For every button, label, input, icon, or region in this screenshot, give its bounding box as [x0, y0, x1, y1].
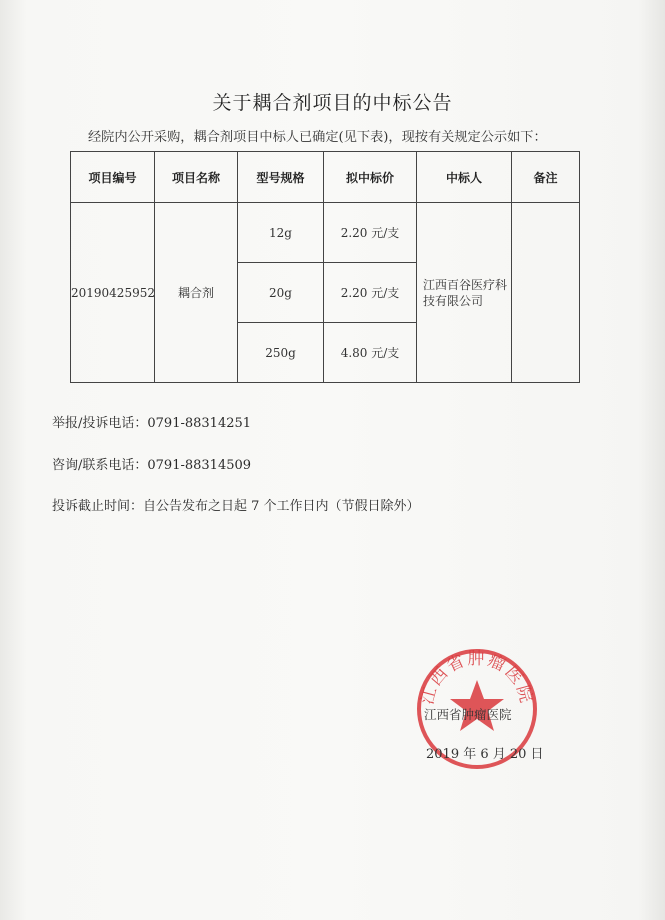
bid-result-table	[70, 151, 580, 383]
cell-spec: 20g	[238, 263, 324, 323]
header-remark: 备注	[512, 152, 580, 203]
contact-phone: 咨询/联系电话：0791-88314509	[52, 458, 252, 473]
table-header-row	[71, 152, 580, 203]
signature-hospital: 江西省肿瘤医院	[424, 707, 512, 722]
header-spec: 型号规格	[238, 152, 324, 203]
cell-remark	[512, 203, 580, 383]
cell-price: 4.80 元/支	[324, 323, 417, 383]
cell-price: 2.20 元/支	[324, 203, 417, 263]
header-project-no: 项目编号	[71, 152, 155, 203]
intro-paragraph: 经院内公开采购，耦合剂项目中标人已确定(见下表)，现按有关规定公示如下：	[88, 130, 547, 145]
page-title: 关于耦合剂项目的中标公告	[212, 92, 453, 114]
header-price: 拟中标价	[324, 152, 417, 203]
cell-winner: 江西百谷医疗科技有限公司	[417, 203, 512, 383]
cell-spec: 250g	[238, 323, 324, 383]
cell-project-name: 耦合剂	[155, 203, 238, 383]
svg-text:江西省肿瘤医院: 江西省肿瘤医院	[417, 649, 537, 707]
complaint-deadline: 投诉截止时间：自公告发布之日起 7 个工作日内（节假日除外）	[52, 499, 420, 514]
announcement-date: 2019 年 6 月 20 日	[426, 747, 544, 762]
cell-project-no: 20190425952	[71, 203, 155, 383]
header-project-name: 项目名称	[155, 152, 238, 203]
table-row	[71, 203, 580, 263]
report-phone: 举报/投诉电话：0791-88314251	[52, 416, 252, 431]
header-winner: 中标人	[417, 152, 512, 203]
cell-spec: 12g	[238, 203, 324, 263]
cell-price: 2.20 元/支	[324, 263, 417, 323]
